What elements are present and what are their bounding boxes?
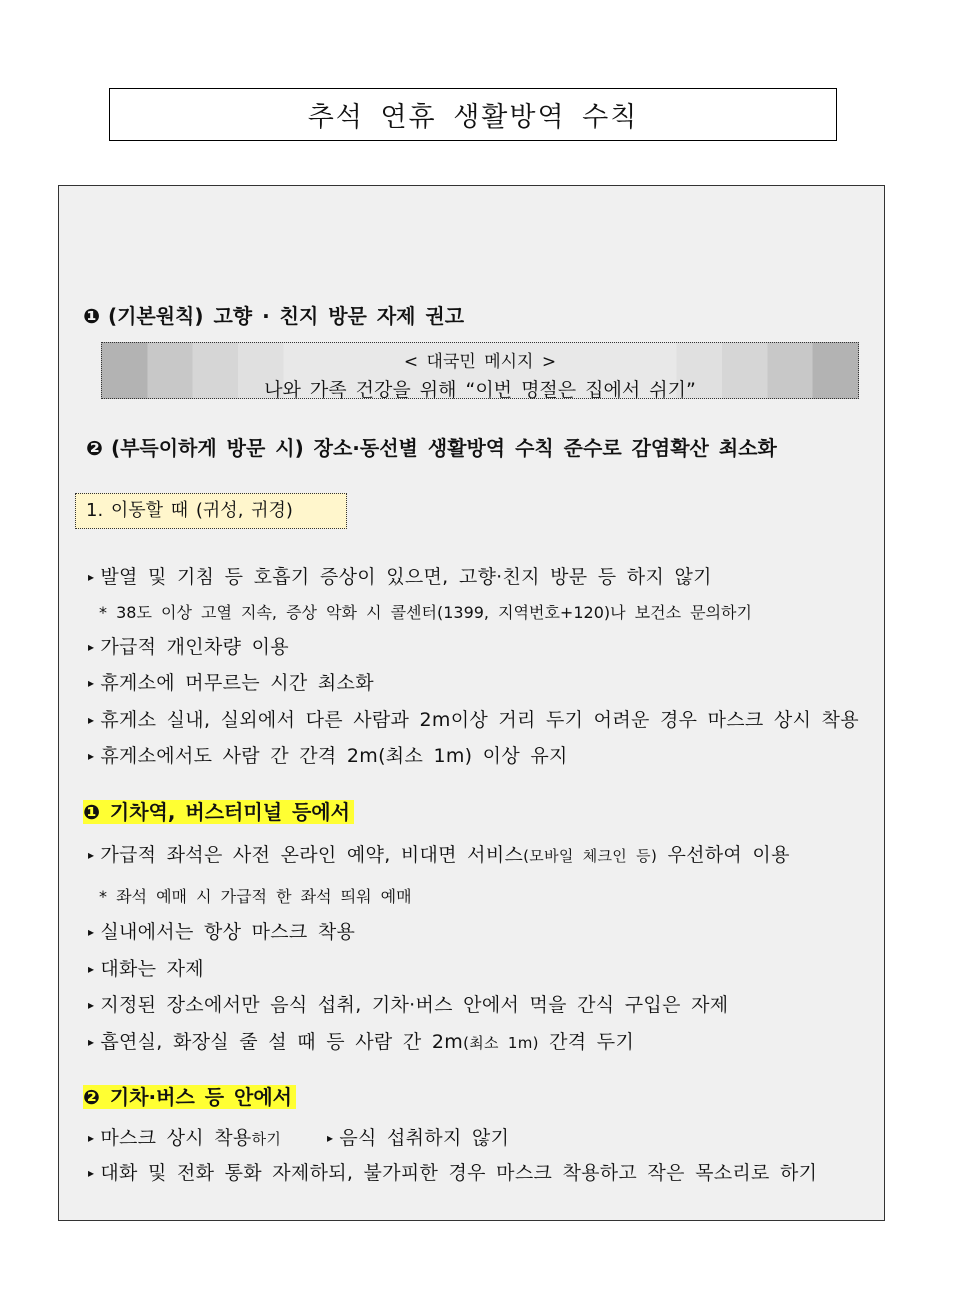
list-item [88,632,289,659]
list-item-text: 음식 섭취하지 않기 [339,1127,510,1149]
bullet-icon: ▸ [88,1035,95,1049]
bullet-icon: ▸ [88,713,95,727]
list-item-text: 대화는 자제 [100,958,204,980]
list-item-text: 가급적 좌석은 사전 온라인 예약, 비대면 서비스 [100,844,524,866]
message-header: < 대국민 메시지 > [403,352,557,372]
station-heading-wrap [83,796,354,825]
list-item [327,1123,509,1150]
list-item [88,840,790,867]
list-item-small-text: 하기 [251,1130,282,1148]
list-item-text: 발열 및 기침 등 호흡기 증상이 있으면, 고향·친지 방문 등 하지 않기 [100,566,712,588]
list-item [88,562,712,589]
list-item [88,954,204,981]
bullet-icon: ▸ [88,640,95,654]
bullet-icon: ▸ [88,1131,95,1145]
list-item [88,990,728,1017]
onboard-heading-wrap [83,1081,296,1110]
section-1-marker: ❶ [83,304,100,328]
subsection-travel-label: 1. 이동할 때 (귀성, 귀경) [75,493,347,529]
section-1-text: (기본원칙) 고향 · 친지 방문 자제 권고 [107,304,465,328]
national-message-box [101,342,859,399]
list-item-text: 우선하여 이용 [657,844,790,866]
list-item-text: 실내에서는 항상 마스크 착용 [100,921,356,943]
list-item [88,705,859,732]
list-item [88,1158,817,1185]
section-2-marker: ❷ [86,436,103,460]
list-item [88,917,355,944]
note-text: * 38도 이상 고열 지속, 증상 악화 시 콜센터(1399, 지역번호+120)나 보건소 문의하기 [99,603,752,622]
section-2-text: (부득이하게 방문 시) 장소·동선별 생활방역 수칙 준수로 감염확산 최소화 [110,436,777,460]
bullet-icon: ▸ [88,998,95,1012]
list-item [88,1123,281,1150]
list-item-text: 흡연실, 화장실 줄 설 때 등 사람 간 2m [100,1031,464,1053]
content-panel [58,185,885,1221]
list-item-small-text: (모바일 체크인 등) [523,847,658,865]
list-item [88,1027,634,1054]
list-item-text: 지정된 장소에서만 음식 섭취, 기차·버스 안에서 먹을 간식 구입은 자제 [100,994,729,1016]
bullet-icon: ▸ [88,570,95,584]
bullet-icon: ▸ [88,676,95,690]
list-item-text: 휴게소에 머무르는 시간 최소화 [100,672,374,694]
onboard-heading: ❷ 기차·버스 등 안에서 [83,1085,296,1109]
list-item [88,668,374,695]
section-2-heading [86,432,777,461]
station-heading: ❶ 기차역, 버스터미널 등에서 [83,800,354,824]
list-item-text: 대화 및 전화 통화 자제하되, 불가피한 경우 마스크 착용하고 작은 목소리로 하기 [100,1162,818,1184]
bullet-icon: ▸ [88,1166,95,1180]
bullet-icon: ▸ [327,1131,334,1145]
message-body: 나와 가족 건강을 위해 “이번 명절은 집에서 쉬기” [264,379,696,401]
list-item-text: 가급적 개인차량 이용 [100,636,289,658]
section-1-heading [83,300,464,329]
list-item-text: 간격 두기 [538,1031,635,1053]
bullet-icon: ▸ [88,848,95,862]
list-item-text: 마스크 상시 착용 [100,1127,252,1149]
list-item-text: 휴게소 실내, 실외에서 다른 사람과 2m이상 거리 두기 어려운 경우 마스크 상시 착용 [100,709,859,731]
page-title: 추석 연휴 생활방역 수칙 [109,88,837,141]
bullet-icon: ▸ [88,962,95,976]
list-item-small-text: (최소 1m) [463,1034,539,1052]
note-text: * 좌석 예매 시 가급적 한 좌석 띄워 예매 [99,887,412,906]
list-item [88,741,568,768]
list-item-text: 휴게소에서도 사람 간 간격 2m(최소 1m) 이상 유지 [100,745,568,767]
bullet-icon: ▸ [88,749,95,763]
bullet-icon: ▸ [88,925,95,939]
